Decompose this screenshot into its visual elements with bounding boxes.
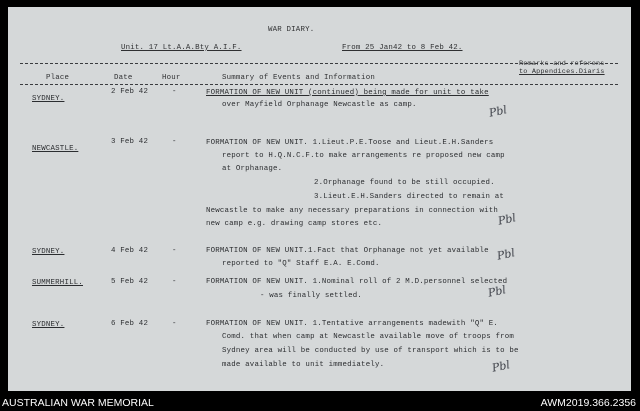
entry-line: FORMATION OF NEW UNIT. 1.Tentative arrangements madewith "Q" E. [206,320,499,328]
entry-place: SYDNEY. [32,248,65,256]
entry-line: Newcastle to make any necessary preparations in connection with [206,207,499,215]
entry-line: - was finally settled. [260,292,362,300]
entry-line: FORMATION OF NEW UNIT.1.Fact that Orphanage not yet available [206,247,489,255]
entry-date: 2 Feb 42 [111,88,149,96]
header-rule-top [20,63,618,64]
entry-place: SUMMERHILL. [32,279,83,287]
entry-line: report to H.Q.N.C.F.to make arrangements re proposed new camp [222,152,505,160]
entry-line: made available to unit immediately. [222,361,385,369]
entry-date: 6 Feb 42 [111,320,149,328]
entry-place: SYDNEY. [32,95,65,103]
col-place: Place [46,74,70,82]
entry-line: new camp e.g. drawing camp stores etc. [206,220,383,228]
entry-hour: - [172,320,177,328]
entry-line: 2.Orphanage found to be still occupied. [314,179,495,187]
entry-line: FORMATION OF NEW UNIT. 1.Nominal roll of 2 M.D.personnel selected [206,278,508,286]
initials-signature: Pbl [495,246,517,263]
archive-reference: AWM2019.366.2356 [540,397,636,409]
entry-date: 4 Feb 42 [111,247,149,255]
entry-hour: - [172,88,177,96]
remarks-header-2: to Appendices.Diaris [519,68,605,76]
entry-line: reported to "Q" Staff E.A. E.Comd. [222,260,380,268]
archive-name: AUSTRALIAN WAR MEMORIAL [2,397,154,409]
entry-hour: - [172,247,177,255]
entry-date: 3 Feb 42 [111,138,149,146]
entry-hour: - [172,138,177,146]
col-hour: Hour [162,74,181,82]
entry-hour: - [172,278,177,286]
entry-place: SYDNEY. [32,321,65,329]
unit-line: Unit. 17 Lt.A.A.Bty A.I.F. [121,44,242,52]
entry-date: 5 Feb 42 [111,278,149,286]
initials-signature: Pbl [486,283,508,300]
entry-line: FORMATION OF NEW UNIT (continued) being made for unit to take [206,89,489,97]
entry-line: FORMATION OF NEW UNIT. 1.Lieut.P.E.Toose and Lieut.E.H.Sanders [206,139,494,147]
entry-line: Sydney area will be conducted by use of transport which is to be [222,347,519,355]
initials-signature: Pbl [490,358,512,375]
initials-signature: Pbl [496,211,518,228]
entry-line: 3.Lieut.E.H.Sanders directed to remain at [314,193,505,201]
initials-signature: Pbl [487,103,509,120]
entry-line: over Mayfield Orphanage Newcastle as camp. [222,101,417,109]
entry-line: at Orphanage. [222,165,283,173]
col-summary: Summary of Events and Information [222,74,375,82]
remarks-header-1: Remarks and referens [519,60,605,68]
period-line: From 25 Jan42 to 8 Feb 42. [342,44,463,52]
entry-line: Comd. that when camp at Newcastle available move of troops from [222,333,515,341]
diary-sheet [8,7,631,391]
col-date: Date [114,74,133,82]
entry-place: NEWCASTLE. [32,145,79,153]
header-rule-bottom [20,84,618,85]
archive-caption [0,394,640,411]
diary-title: WAR DIARY. [268,26,315,34]
